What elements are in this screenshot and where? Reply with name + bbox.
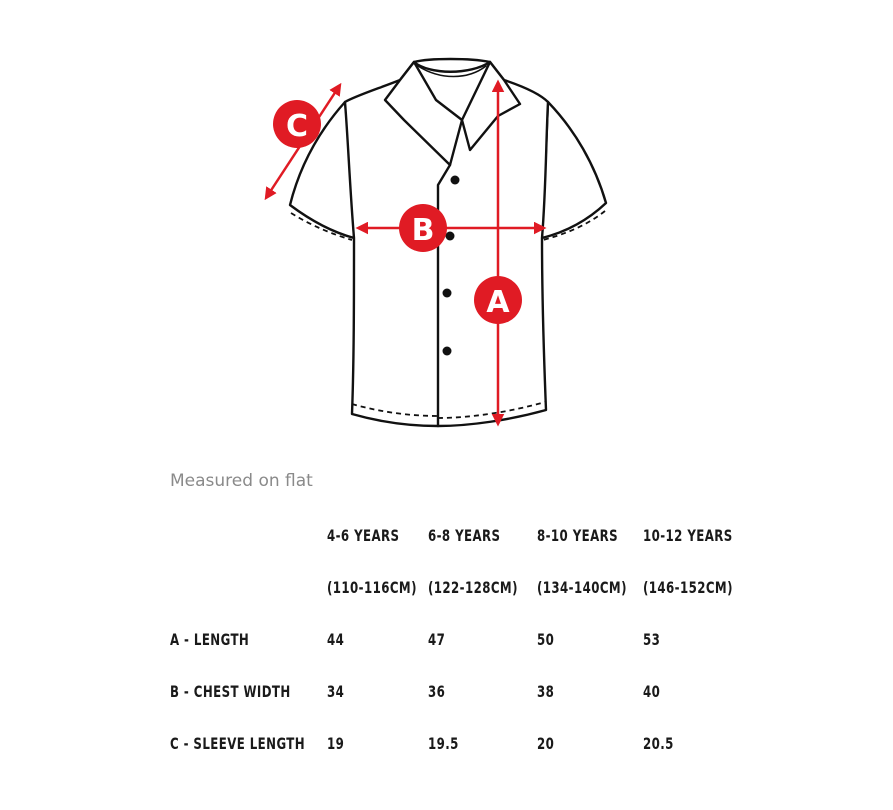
table-cell: 19.5 bbox=[428, 734, 459, 753]
table-cell: 20 bbox=[537, 734, 555, 753]
column-header-height: (146-152CM) bbox=[643, 578, 733, 597]
table-cell: 38 bbox=[537, 682, 555, 701]
column-header-height: (134-140CM) bbox=[537, 578, 627, 597]
column-header-height: (122-128CM) bbox=[428, 578, 518, 597]
table-cell: 34 bbox=[327, 682, 345, 701]
column-header-age: 6-8 YEARS bbox=[428, 526, 501, 545]
badge-a-label: A bbox=[486, 285, 510, 320]
table-cell: 19 bbox=[327, 734, 345, 753]
table-cell: 47 bbox=[428, 630, 446, 649]
table-cell: 20.5 bbox=[643, 734, 674, 753]
table-cell: 40 bbox=[643, 682, 661, 701]
table-cell: 53 bbox=[643, 630, 661, 649]
table-cell: 44 bbox=[327, 630, 345, 649]
measured-on-flat-note: Measured on flat bbox=[170, 471, 313, 491]
column-header-height: (110-116CM) bbox=[327, 578, 417, 597]
column-header-age: 10-12 YEARS bbox=[643, 526, 733, 545]
table-cell: 36 bbox=[428, 682, 446, 701]
badge-b-label: B bbox=[411, 213, 435, 248]
row-label-sleeve-length: C - SLEEVE LENGTH bbox=[170, 734, 306, 753]
row-label-chest-width: B - CHEST WIDTH bbox=[170, 682, 291, 701]
shirt-outline bbox=[290, 59, 606, 426]
column-header-age: 4-6 YEARS bbox=[327, 526, 400, 545]
table-cell: 50 bbox=[537, 630, 555, 649]
column-header-age: 8-10 YEARS bbox=[537, 526, 619, 545]
badge-c-label: C bbox=[285, 109, 309, 144]
row-label-length: A - LENGTH bbox=[170, 630, 250, 649]
